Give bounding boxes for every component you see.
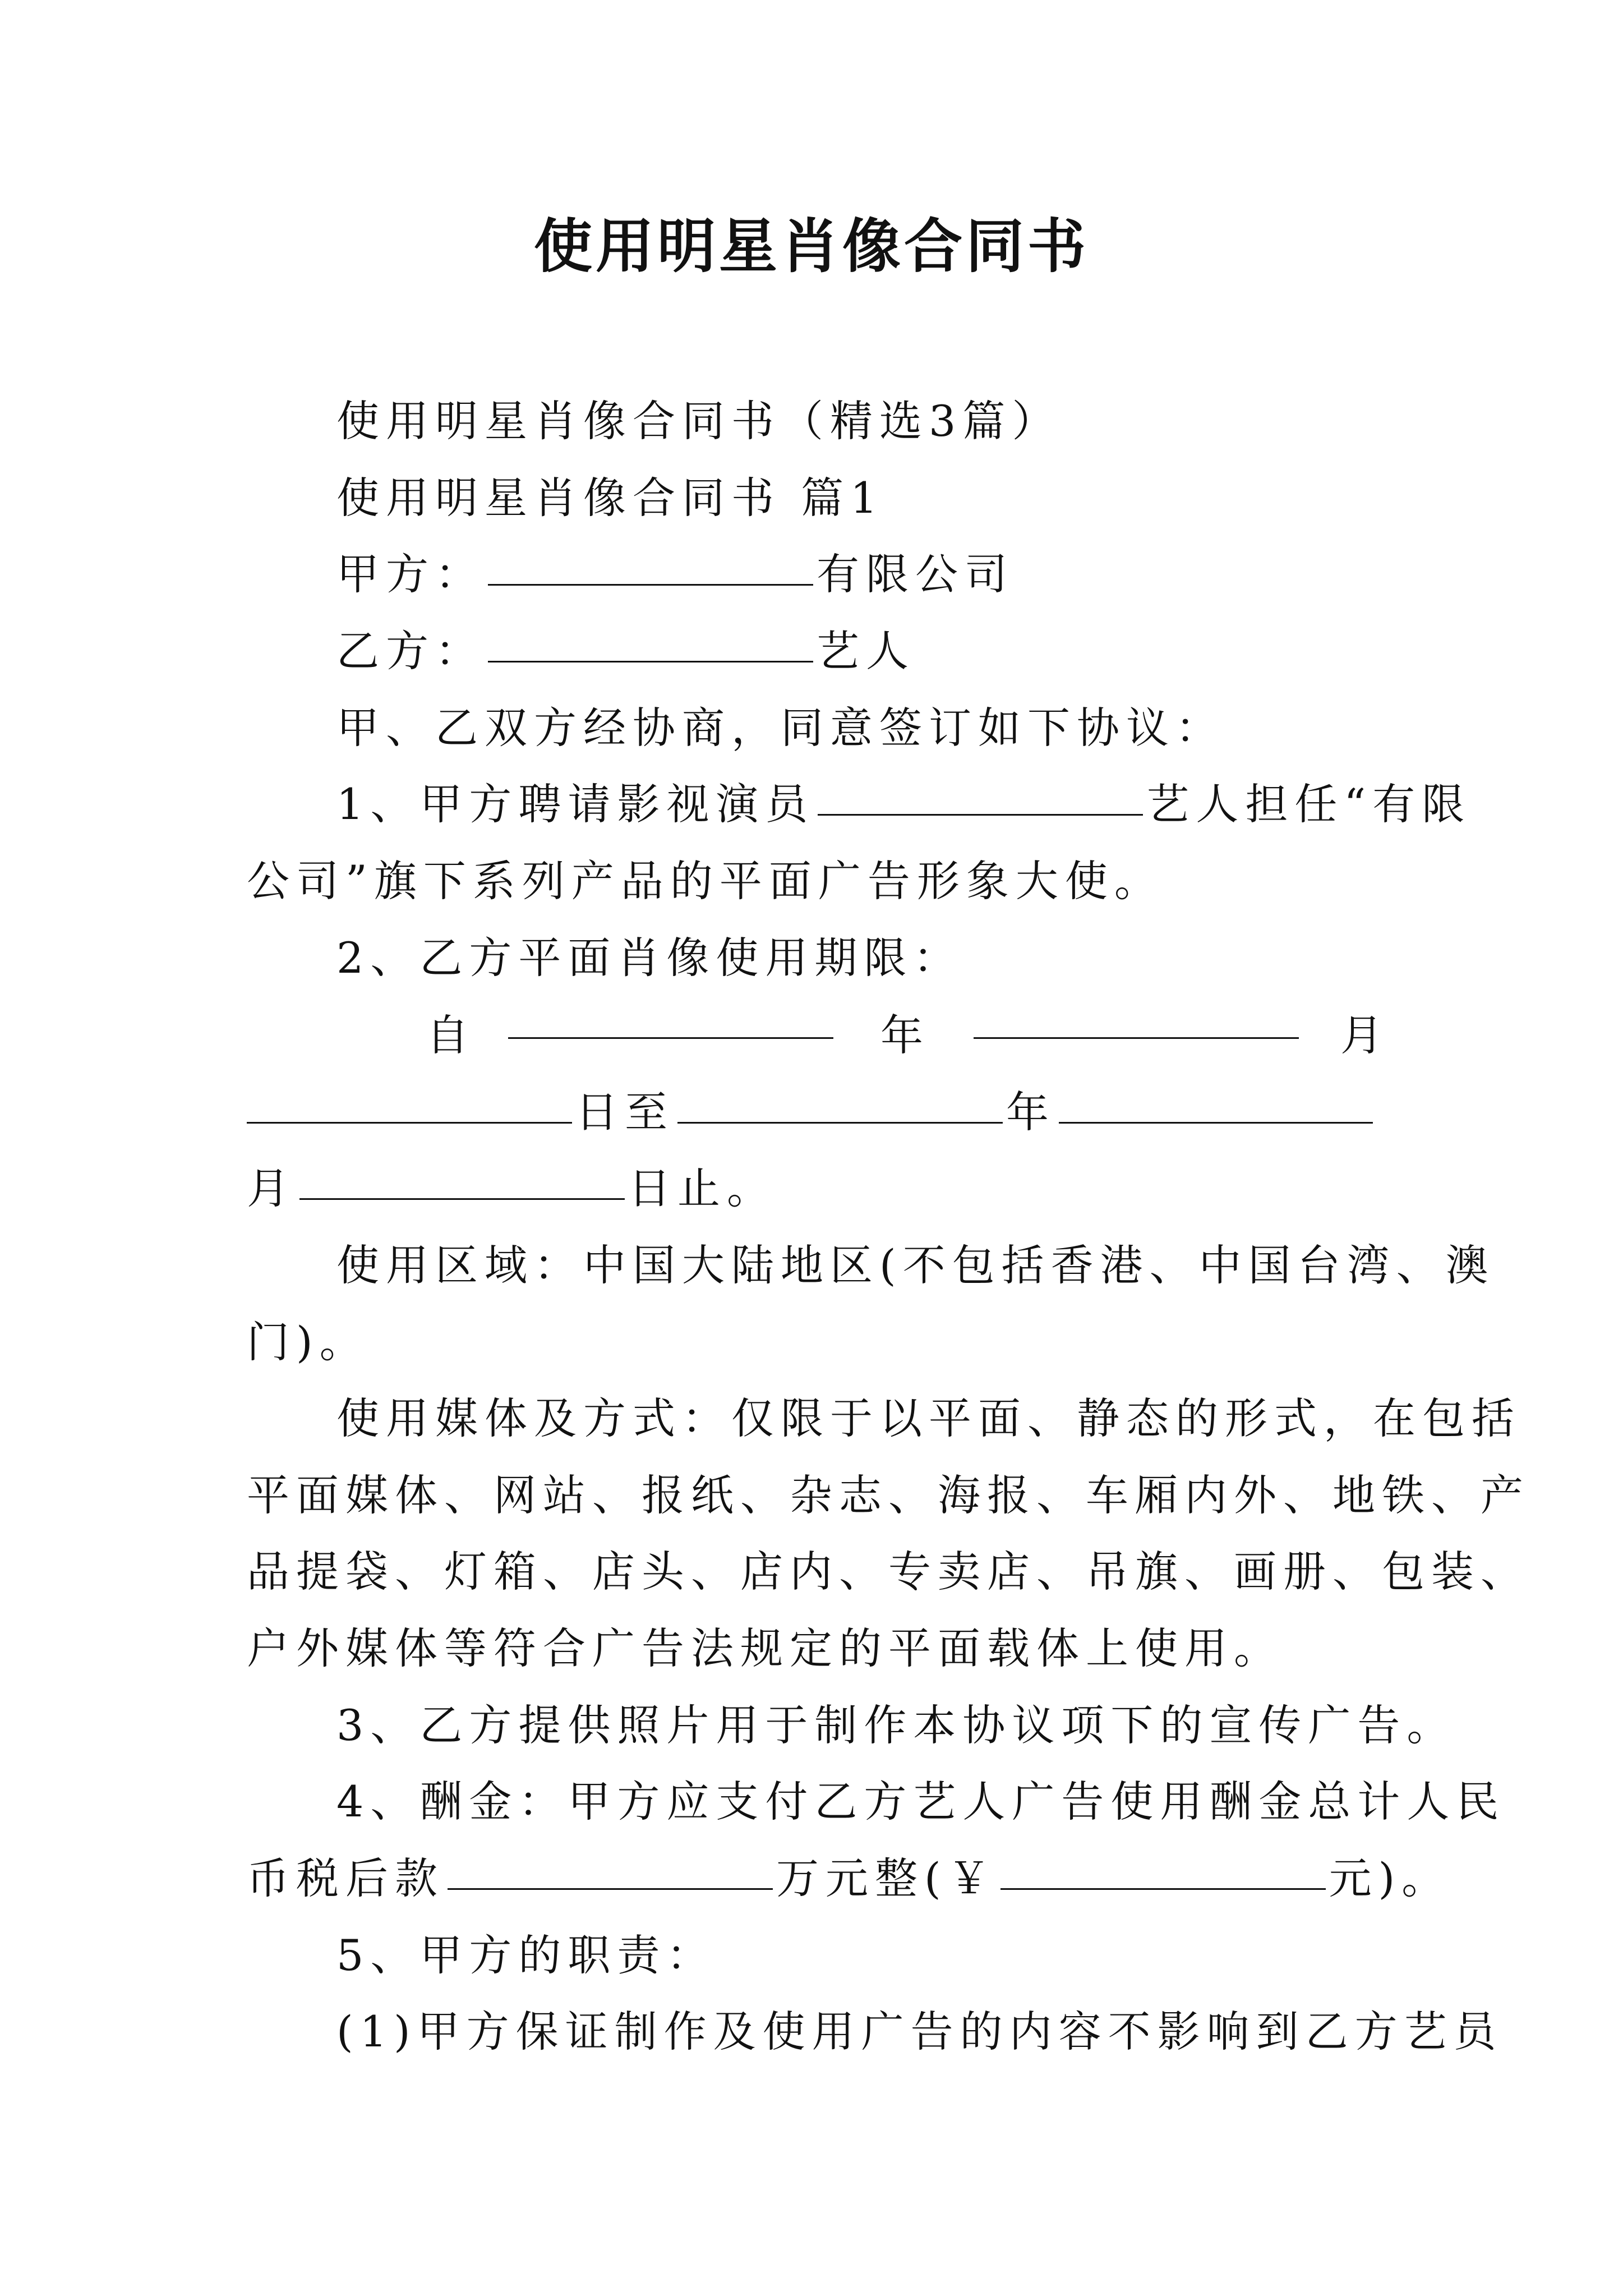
period-row-1 [247, 1001, 1383, 1060]
party-b-blank [488, 659, 813, 662]
usage-media-line: 使用媒体及方式：仅限于以平面、静态的形式，在包括 [336, 1393, 1521, 1443]
period-month-label: 月 [1340, 1010, 1383, 1060]
clause-1-text-cont: 艺人担任“有限 [1146, 779, 1472, 829]
usage-region-wrap: 门)。 [247, 1317, 369, 1367]
clause-4-line: 4、酬金：甲方应支付乙方艺人广告使用酬金总计人民 [336, 1777, 1506, 1826]
period-end-label: 日止。 [628, 1163, 776, 1213]
period-end-year-label: 年 [1006, 1087, 1055, 1137]
agreement-intro: 甲、乙双方经协商，同意签订如下协议： [336, 703, 1225, 753]
fee-figure-blank [1000, 1886, 1326, 1890]
start-year-blank [508, 1035, 833, 1039]
fee-end: 元)。 [1329, 1853, 1451, 1903]
fee-label: 币税后款 [247, 1853, 444, 1903]
usage-media-wrap-3: 户外媒体等符合广告法规定的平面载体上使用。 [247, 1623, 1283, 1673]
actor-name-blank [818, 812, 1143, 816]
period-to-label: 日至 [575, 1087, 674, 1137]
fee-unit: 万元整(￥ [776, 1853, 997, 1903]
clause-1-text: 1、甲方聘请影视演员 [336, 779, 815, 829]
clause-4-wrap [247, 1844, 1451, 1906]
party-a-blank [488, 582, 813, 586]
section-heading: 使用明星肖像合同书 篇1 [336, 473, 884, 523]
period-row-3 [247, 1154, 1380, 1216]
party-b-suffix: 艺人 [817, 626, 915, 676]
usage-region-line: 使用区域：中国大陆地区(不包括香港、中国台湾、澳 [336, 1240, 1495, 1290]
period-year-label: 年 [880, 1010, 923, 1060]
end-month-blank [1059, 1120, 1373, 1124]
usage-media-wrap-1: 平面媒体、网站、报纸、杂志、海报、车厢内外、地铁、产 [247, 1470, 1530, 1520]
party-a-suffix: 有限公司 [817, 549, 1014, 599]
party-a-label: 甲方： [336, 549, 485, 599]
party-b-label: 乙方： [336, 626, 485, 676]
clause-3: 3、乙方提供照片用于制作本协议项下的宣传广告。 [336, 1700, 1456, 1750]
end-year-blank [677, 1120, 1003, 1124]
start-day-blank [247, 1120, 572, 1124]
clause-1-wrap: 公司”旗下系列产品的平面广告形象大使。 [247, 856, 1164, 906]
clause-5-heading: 5、甲方的职责： [336, 1930, 716, 1980]
period-end-month-label: 月 [247, 1163, 296, 1213]
end-day-blank [299, 1196, 625, 1200]
subtitle-line: 使用明星肖像合同书（精选3篇） [336, 396, 1062, 446]
party-b-line [336, 617, 1380, 678]
period-row-2 [247, 1078, 1380, 1139]
clause-2-heading: 2、乙方平面肖像使用期限： [336, 933, 963, 983]
usage-media-wrap-2: 品提袋、灯箱、店头、店内、专卖店、吊旗、画册、包装、 [247, 1547, 1530, 1596]
fee-amount-blank [448, 1886, 773, 1890]
start-month-blank [974, 1035, 1299, 1039]
period-from-label: 自 [426, 1010, 469, 1060]
document-title: 使用明星肖像合同书 [533, 211, 1089, 280]
party-a-line [336, 540, 1380, 601]
clause-1-line [336, 770, 1472, 831]
clause-5-item-1: (1)甲方保证制作及使用广告的内容不影响到乙方艺员 [336, 2007, 1503, 2056]
